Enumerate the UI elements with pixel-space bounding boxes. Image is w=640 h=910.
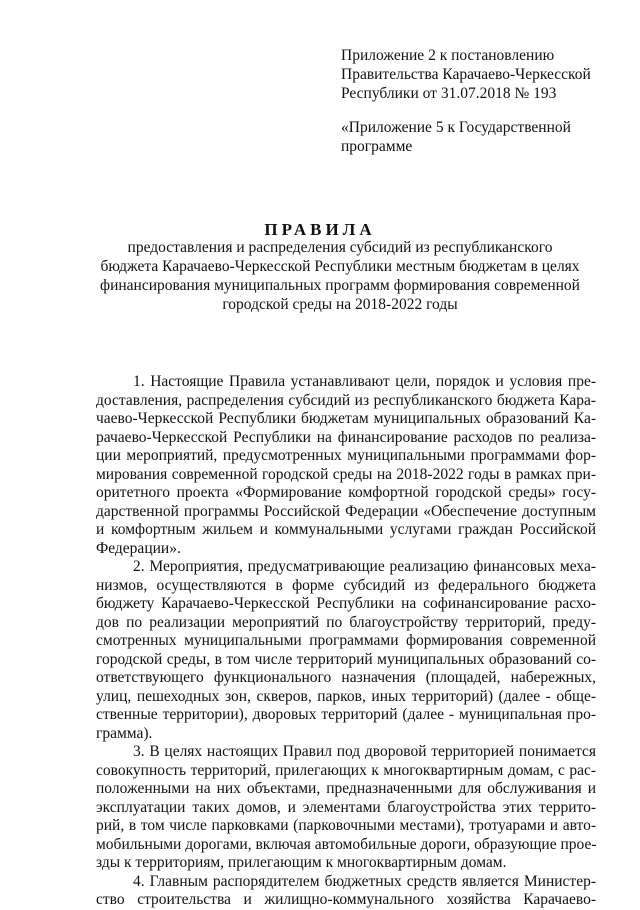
document-title: ПРАВИЛА bbox=[264, 220, 376, 239]
body-line: 2. Мероприятия, предусматривающие реализацию финансовых меха- bbox=[133, 558, 596, 575]
body-line: и комфортным жильем и коммунальными услугами граждан Российской bbox=[96, 521, 596, 538]
appendix-line: программе bbox=[341, 138, 413, 155]
body-line: 4. Главным распорядителем бюджетных средств является Министер- bbox=[133, 872, 596, 890]
subtitle-line: финансирования муниципальных программ формирования современной bbox=[100, 277, 580, 294]
body-line: мобильными дорогами, включая автомобильные дороги, образующие прое- bbox=[96, 835, 597, 853]
body-line: рий, в том числе парковками (парковочными местами), тротуарами и авто- bbox=[96, 817, 596, 834]
body-line: ство строительства и жилищно-коммунального хозяйства Карачаево- bbox=[96, 891, 596, 908]
subtitle-line: предоставления и распределения субсидий из республиканского bbox=[127, 239, 553, 256]
paragraph-4 bbox=[96, 873, 596, 910]
header-line: Приложение 2 к постановлению bbox=[341, 47, 555, 64]
document-body bbox=[96, 373, 596, 910]
appendix-reference bbox=[341, 118, 611, 156]
body-line: положенными на них объектами, предназначенными для обслуживания и bbox=[96, 780, 596, 797]
body-line: дарственной программы Российской Федерации «Обеспечение доступным bbox=[96, 502, 596, 520]
body-line: 3. В целях настоящих Правил под дворовой территорией понимается bbox=[133, 743, 596, 760]
approval-header bbox=[341, 46, 611, 103]
body-line: рачаево-Черкесской Республики на финансирование расходов по реализа- bbox=[96, 428, 596, 446]
appendix-line: «Приложение 5 к Государственной bbox=[341, 119, 571, 136]
body-line: улиц, пешеходных зон, скверов, парков, иных территорий) (далее - обще- bbox=[96, 687, 596, 705]
header-line: Правительства Карачаево-Черкесской bbox=[341, 66, 591, 83]
body-line: городской среды, в том числе территорий муниципальных образований со- bbox=[96, 650, 596, 668]
body-line: доставления, распределения субсидий из республиканского бюджета Кара- bbox=[96, 391, 596, 409]
paragraph-1 bbox=[96, 373, 596, 558]
body-line: оритетного проекта «Формирование комфортной городской среды» госу- bbox=[96, 484, 596, 501]
body-line: грамма). bbox=[96, 724, 153, 742]
body-line: ственные территории), дворовых территорий (далее - муниципальная про- bbox=[96, 706, 596, 723]
paragraph-3 bbox=[96, 743, 596, 873]
body-line: зды к территориям, прилегающим к многоквартирным домам. bbox=[96, 854, 507, 871]
subtitle-line: бюджета Карачаево-Черкесской Республики местным бюджетам в целях bbox=[100, 258, 580, 275]
body-line: чаево-Черкесской Республики бюджетам муниципальных образований Ка- bbox=[96, 410, 596, 427]
paragraph-2 bbox=[96, 558, 596, 743]
body-line: смотренных муниципальными программами формирования современной bbox=[96, 632, 596, 649]
body-line: 1. Настоящие Правила устанавливают цели, порядок и условия пре- bbox=[133, 373, 596, 390]
body-line: Федерации». bbox=[96, 539, 181, 557]
body-line: низмов, осуществляются в форме субсидий из федерального бюджета bbox=[96, 576, 596, 594]
body-line: мирования современной городской среды на 2018-2022 годы в рамках при- bbox=[96, 465, 596, 483]
header-line: Республики от 31.07.2018 № 193 bbox=[341, 85, 557, 102]
document-subtitle bbox=[90, 238, 590, 314]
body-line: эксплуатации таких домов, и элементами благоустройства этих террито- bbox=[96, 798, 596, 816]
subtitle-line: городской среды на 2018-2022 годы bbox=[222, 296, 458, 313]
body-line: дов по реализации мероприятий по благоустройству территорий, преду- bbox=[96, 613, 596, 631]
body-line: ответствующего функционального назначения (площадей, набережных, bbox=[96, 669, 596, 686]
body-line: совокупность территорий, прилегающих к многоквартирным домам, с рас- bbox=[96, 761, 596, 779]
body-line: бюджету Карачаево-Черкесской Республики на софинансирование расхо- bbox=[96, 595, 596, 612]
body-line: ции мероприятий, предусмотренных муниципальными программами фор- bbox=[96, 447, 596, 464]
